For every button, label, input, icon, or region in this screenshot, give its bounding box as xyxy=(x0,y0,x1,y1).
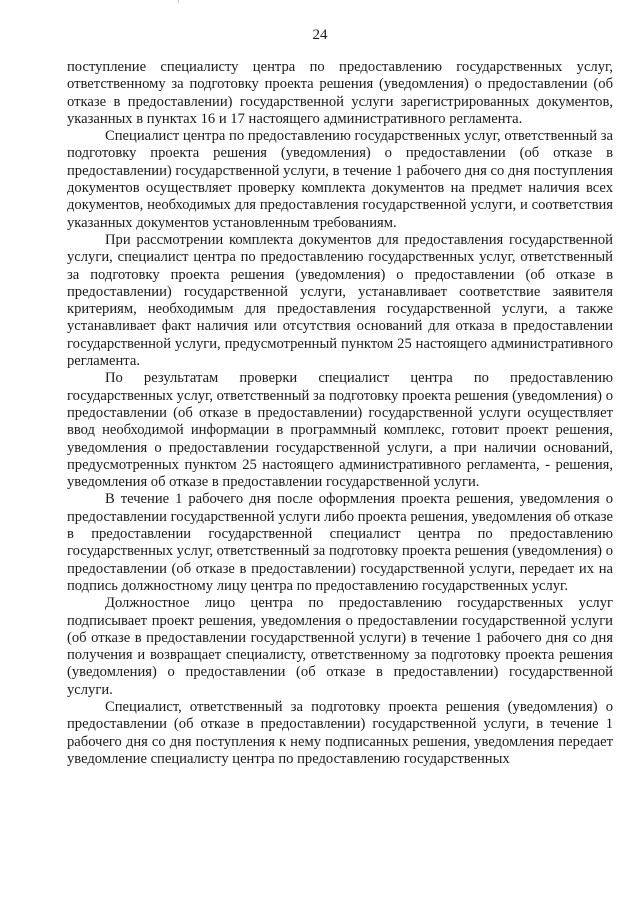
paragraph-1: поступление специалисту центра по предоставлению государственных услуг, ответственному за подготовку проекта решения (уведомления) о предоставлении (об отказе в предоставлении) государственной услуги зарегистрированных документов, указанных в пунктах 16 и 17 настоящего административного регламента. xyxy=(67,59,613,127)
paragraph-4: По результатам проверки специалист центра по предоставлению государственных услуг, ответственный за подготовку проекта решения (уведомления) о предоставлении (об отказе в предоставлении) государственной услуги осуществляет ввод необходимой информации в программный комплекс, готовит проект решения, уведомления о предоставлении государственной услуги, а при наличии оснований, предусмотренных пунктом 25 настоящего административного регламента, - решения, уведомления об отказе в предоставлении государственной услуги. xyxy=(67,370,613,491)
scan-artifact xyxy=(178,0,179,3)
paragraph-5: В течение 1 рабочего дня после оформления проекта решения, уведомления о предоставлении государственной услуги либо проекта решения, уведомления об отказе в предоставлении государственной специалист центра по предоставлению государственных услуг, ответственный за подготовку проекта решения (уведомления) о предоставлении (об отказе в предоставлении) государственной услуги, передает их на подпись должностному лицу центра по предоставлению государственных услуг. xyxy=(67,491,613,594)
paragraph-3: При рассмотрении комплекта документов для предоставления государственной услуги, специалист центра по предоставлению государственных услуг, ответственный за подготовку проекта решения (уведомления) о предоставлении (об отказе в предоставлении) государственной услуги, устанавливает соответствие заявителя критериям, необходимым для предоставления государственной услуги, а также устанавливает факт наличия или отсутствия оснований для отказа в предоставлении государственной услуги, предусмотренный пунктом 25 настоящего административного регламента. xyxy=(67,231,613,370)
paragraph-7: Специалист, ответственный за подготовку проекта решения (уведомления) о предоставлении (об отказе в предоставлении) государственной услуги, в течение 1 рабочего дня со дня поступления к нему подписанных решения, уведомления передает уведомление специалисту центра по предоставлению государственных xyxy=(67,698,613,767)
document-body xyxy=(67,59,613,768)
paragraph-2: Специалист центра по предоставлению государственных услуг, ответственный за подготовку проекта решения (уведомления) о предоставлении (об отказе в предоставлении) государственной услуги, в течение 1 рабочего дня со дня поступления документов осуществляет проверку комплекта документов на предмет наличия всех документов, необходимых для предоставления государственной услуги, и соответствия указанных документов установленным требованиям. xyxy=(67,128,613,231)
paragraph-6: Должностное лицо центра по предоставлению государственных услуг подписывает проект решения, уведомления о предоставлении государственной услуги (об отказе в предоставлении государственной услуги) в течение 1 рабочего дня со дня получения и возвращает специалисту, ответственному за подготовку проекта решения (уведомления) о предоставлении (об отказе в предоставлении) государственной услуги. xyxy=(67,595,613,698)
page-number: 24 xyxy=(312,27,328,43)
